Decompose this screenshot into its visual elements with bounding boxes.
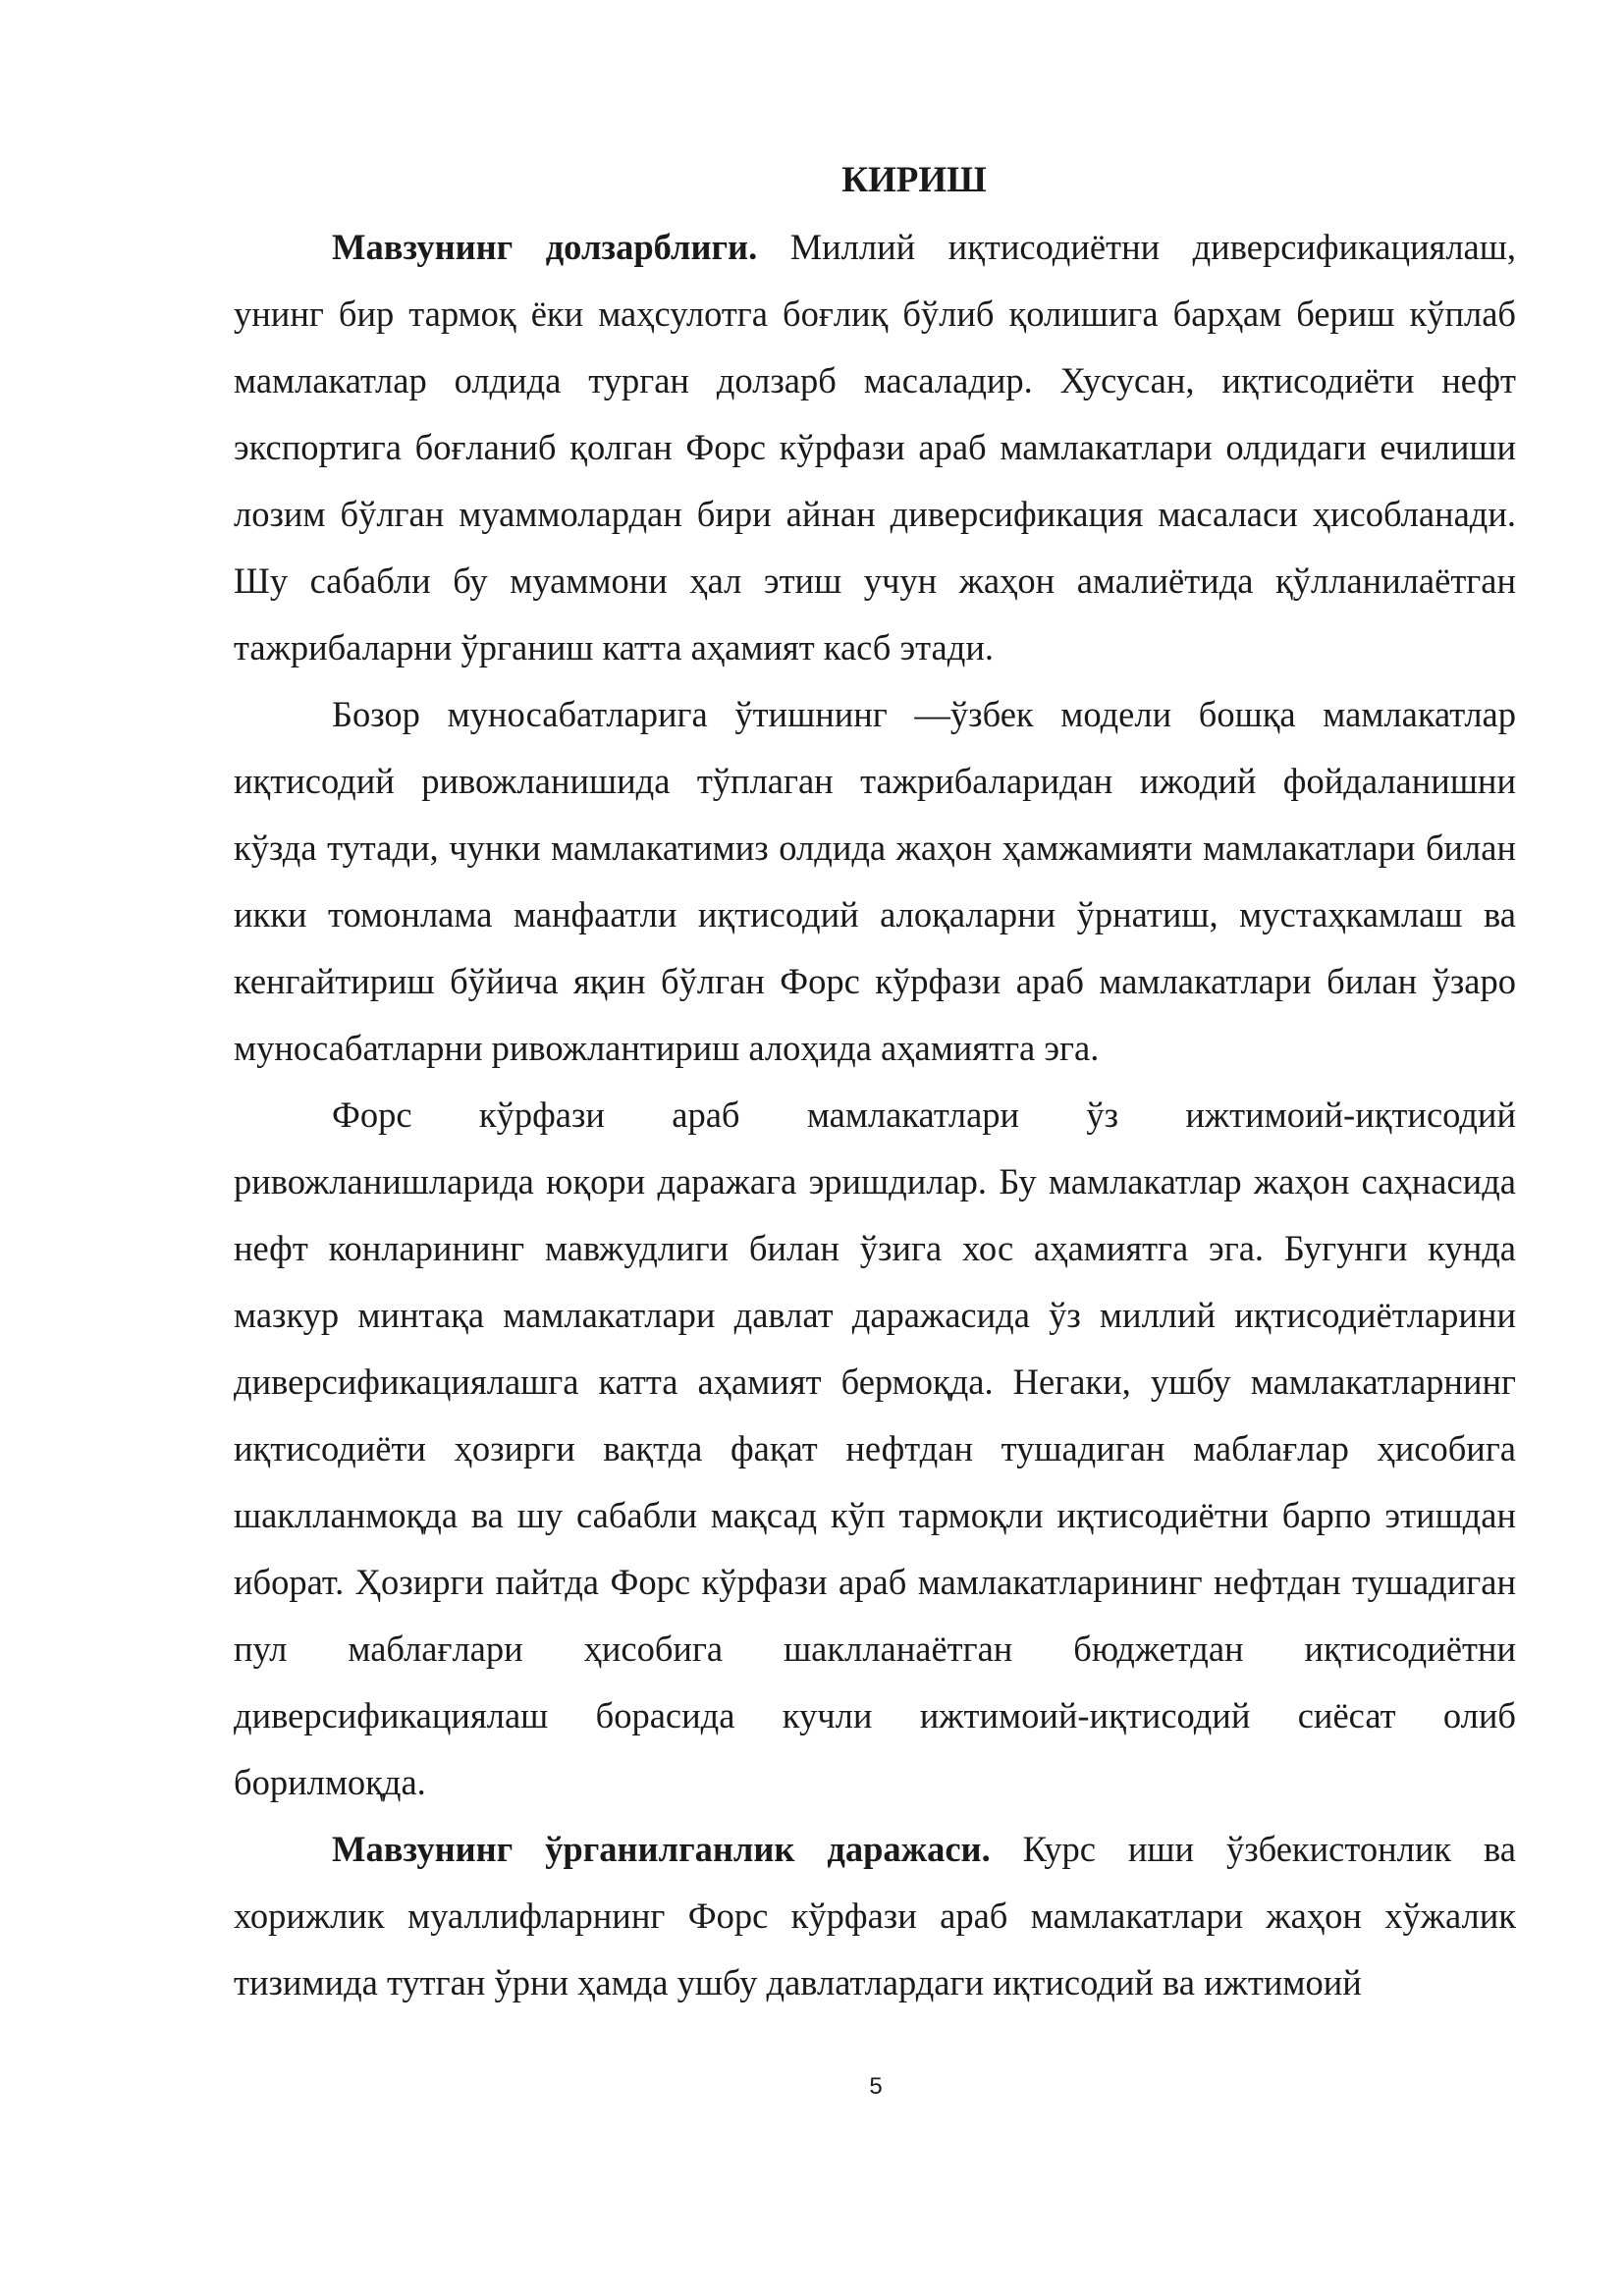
paragraph-text: Форс кўрфази араб мамлакатлари ўз ижтимоий-иқтисодий ривожланишларида юқори даражага эришдилар. Бу мамлакатлар жаҳон саҳнасида нефт конларининг мавжудлиги билан ўзига хос аҳамиятга эга. Бугунги кунда мазкур минтақа мамлакатлари давлат даражасида ўз миллий иқтисодиётларини диверсификациялашга катта аҳамият бермоқда. Негаки, ушбу мамлакатларнинг иқтисодиёти ҳозирги вақтда фақат нефтдан тушадиган маблағлар ҳисобига шаклланмоқда ва шу сабабли мақсад кўп тармоқли иқтисодиётни барпо этишдан иборат. Ҳозирги пайтда Форс кўрфази араб мамлакатларининг нефтдан тушадиган пул маблағлари ҳисобига шаклланаётган бюджетдан иқтисодиётни диверсификациялаш борасида кучли ижтимоий-иқтисодий сиёсат олиб борилмоқда. bbox=[234, 1095, 1516, 1802]
paragraph-lead: Мавзунинг ўрганилганлик даражаси. bbox=[332, 1829, 991, 1869]
paragraph-text: Курс иши ўзбекистонлик ва хорижлик муаллифларнинг Форс кўрфази араб мамлакатлари жаҳон хўжалик тизимида тутган ўрни ҳамда ушбу давлатлардаги иқтисодий ва ижтимоий bbox=[234, 1829, 1516, 2002]
paragraph-gulf-countries bbox=[234, 1082, 1516, 1816]
paragraph-uzbek-model bbox=[234, 681, 1516, 1082]
section-heading: КИРИШ bbox=[841, 160, 987, 200]
document-body bbox=[234, 147, 1516, 2016]
page-number: 5 bbox=[869, 2073, 883, 2100]
paragraph-study-degree bbox=[234, 1816, 1516, 2016]
paragraph-lead: Мавзунинг долзарблиги. bbox=[332, 227, 758, 267]
paragraph-relevance bbox=[234, 214, 1516, 681]
paragraph-text: Бозор муносабатларига ўтишнинг ―ўзбек модели бошқа мамлакатлар иқтисодий ривожланишида тўплаган тажрибаларидан ижодий фойдаланишни кўзда тутади, чунки мамлакатимиз олдида жаҳон ҳамжамияти мамлакатлари билан икки томонлама манфаатли иқтисодий алоқаларни ўрнатиш, мустаҳкамлаш ва кенгайтириш бўйича яқин бўлган Форс кўрфази араб мамлакатлари билан ўзаро муносабатларни ривожлантириш алоҳида аҳамиятга эга. bbox=[234, 694, 1516, 1068]
paragraph-text: Миллий иқтисодиётни диверсификациялаш, унинг бир тармоқ ёки маҳсулотга боғлиқ бўлиб қолишига барҳам бериш кўплаб мамлакатлар олдида турган долзарб масаладир. Хусусан, иқтисодиёти нефт экспортига боғланиб қолган Форс кўрфази араб мамлакатлари олдидаги ечилиши лозим бўлган муаммолардан бири айнан диверсификация масаласи ҳисобланади. Шу сабабли бу муаммони ҳал этиш учун жаҳон амалиётида қўлланилаётган тажрибаларни ўрганиш катта аҳамият касб этади. bbox=[234, 227, 1516, 667]
